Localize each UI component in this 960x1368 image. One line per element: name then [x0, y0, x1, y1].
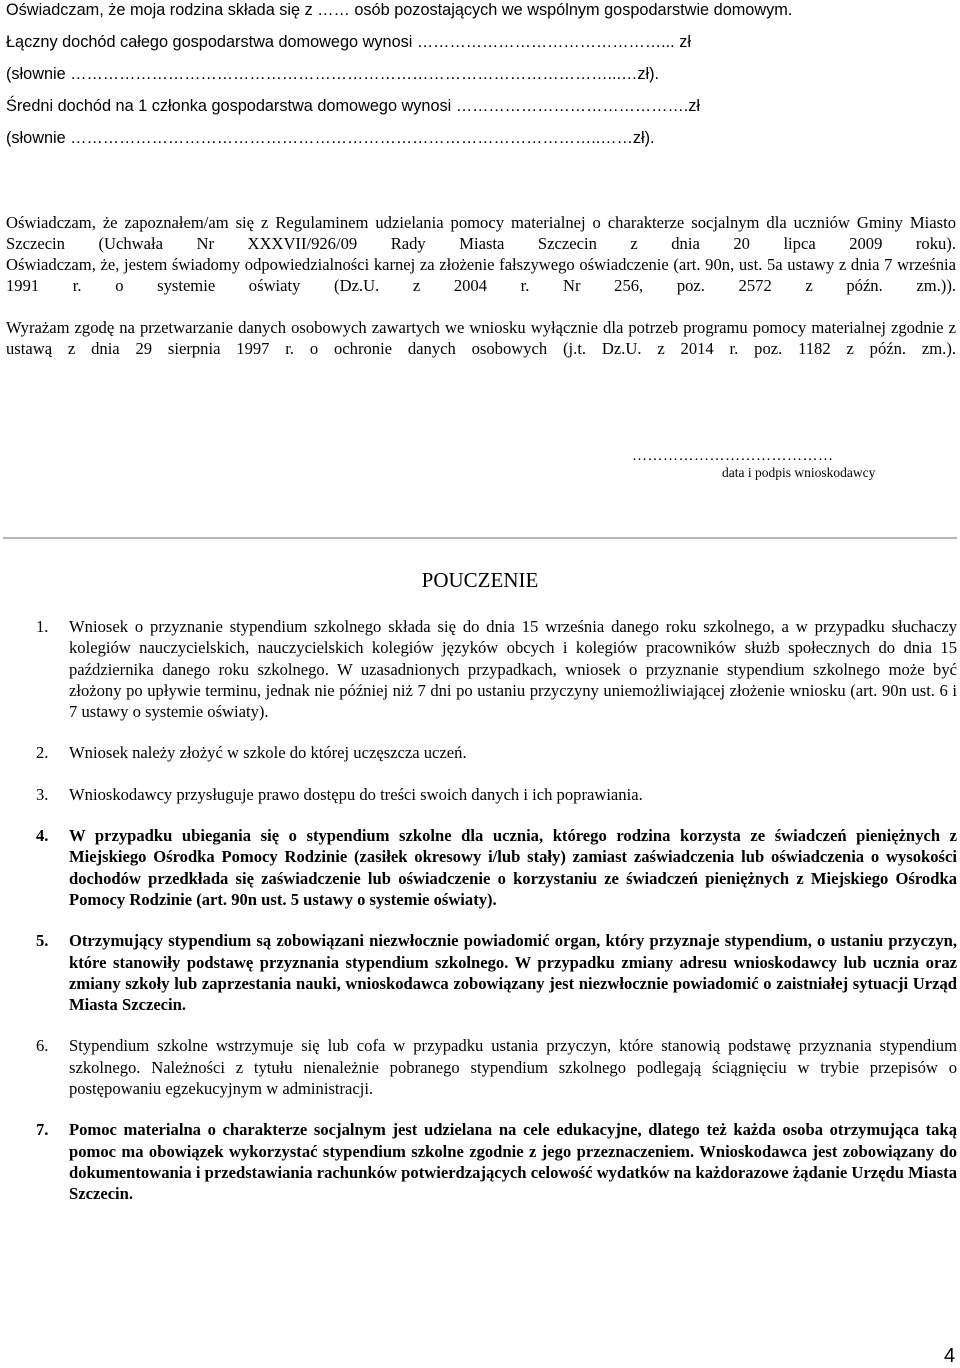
household-size-line: Oświadczam, że moja rodzina składa się z …… osób pozostających we wspólnym gospodarstwie domowym. [6, 1, 793, 19]
instruction-item [0, 1035, 960, 1099]
instruction-text: W przypadku ubiegania się o stypendium szkolne dla ucznia, którego rodzina korzysta ze świadczeń pieniężnych z Miejskiego Ośrodka Pomocy Rodzinie (zasiłek okresowy i/lub stały) zamiast zaświadczenia lub oświadczenia o wysokości dochodów przedkłada się zaświadczenie lub oświadczenie o korzystaniu ze świadczeń pieniężnych z Miejskiego Ośrodka Pomocy Rodzinie (art. 90n ust. 5 ustawy o systemie oświaty). [69, 826, 957, 909]
instruction-text: Wniosek o przyznanie stypendium szkolnego składa się do dnia 15 września danego roku szkolnego, a w przypadku słuchaczy kolegiów nauczycielskich, nauczycielskich kolegiów języków obcych i kolegiów pracowników służb społecznych do dnia 15 października danego roku szkolnego. W uzasadnionych przypadkach, wniosek o przyznanie stypendium szkolnego może być złożony po upływie terminu, jednak nie później niż 7 dni po ustaniu przyczyny uniemożliwiającej złożenie wniosku (art. 90n ust. 6 i 7 ustawy o systemie oświaty). [69, 617, 957, 722]
instruction-number: 6. [36, 1036, 49, 1056]
instruction-item [0, 784, 960, 805]
instruction-item [0, 742, 960, 763]
instruction-item [0, 825, 960, 910]
data-processing-consent: Wyrażam zgodę na przetwarzanie danych osobowych zawartych we wniosku wyłącznie dla potrzeb programu pomocy materialnej zgodnie z ustawą z dnia 29 sierpnia 1997 r. o ochronie danych osobowych (j.t. Dz.U. z 2014 r. poz. 1182 z późn. zm.). [6, 318, 956, 358]
instruction-number: 5. [36, 931, 49, 951]
instruction-item [0, 616, 960, 722]
instruction-text: Wnioskodawcy przysługuje prawo dostępu do treści swoich danych i ich poprawiania. [69, 784, 643, 804]
instruction-number: 3. [36, 784, 49, 804]
signature-label: data i podpis wnioskodawcy [722, 465, 876, 480]
total-income-line: Łączny dochód całego gospodarstwa domowego wynosi ………………………………………... zł [6, 33, 691, 51]
average-income-line: Średni dochód na 1 członka gospodarstwa domowego wynosi …………………………………….zł [6, 97, 701, 115]
instruction-text: Wniosek należy złożyć w szkole do której uczęszcza uczeń. [69, 743, 467, 763]
page-number: 4 [944, 1345, 956, 1367]
section-divider [3, 537, 957, 539]
instruction-item [0, 930, 960, 1015]
instructions-heading: POUCZENIE [421, 568, 539, 592]
instructions-list [0, 616, 960, 1225]
total-income-words-line: (słownie ………………………………………………………………………………………...…zł). [6, 65, 660, 83]
instruction-number: 2. [36, 743, 49, 763]
instruction-item [0, 1119, 960, 1204]
instruction-text: Otrzymujący stypendium są zobowiązani niezwłocznie powiadomić organ, który przyznaje stypendium, o ustaniu przyczyn, które stanowiły podstawę przyznania stypendium szkolnego. W przypadku zmiany adresu wnioskodawcy lub ucznia oraz zmiany szkoły lub zaprzestania nauki, wnioskodawca zobowiązany jest niezwłocznie powiadomić o zaistniałej sytuacji Urząd Miasta Szczecin. [69, 931, 957, 1015]
instruction-number: 1. [36, 617, 49, 636]
instruction-number: 7. [36, 1120, 49, 1140]
instruction-text: Stypendium szkolne wstrzymuje się lub cofa w przypadku ustania przyczyn, które stanowią podstawę przyznania stypendium szkolnego. Należności z tytułu nienależnie pobranego stypendium szkolnego podlegają ściągnięciu w trybie przepisów o postępowaniu egzekucyjnym w administracji. [69, 1036, 957, 1099]
instruction-text: Pomoc materialna o charakterze socjalnym jest udzielana na cele edukacyjne, dlatego też każda osoba otrzymująca taką pomoc ma obowiązek wykorzystać stypendium szkolne zgodnie z jego przeznaczeniem. Wnioskodawca jest zobowiązany do dokumentowania i przedstawiania rachunków potwierdzających celowość wydatków na każdorazowe żądanie Urzędu Miasta Szczecin. [69, 1120, 957, 1204]
average-income-words-line: (słownie ……………………………………………………………………………………..……zł). [6, 129, 655, 147]
regulations-statement: Oświadczam, że zapoznałem/am się z Regulaminem udzielania pomocy materialnej o charakterze socjalnym dla uczniów Gminy Miasto Szczecin (Uchwała Nr XXXVII/926/09 Rady Miasta Szczecin z dnia 20 lipca 2009 roku). [6, 213, 956, 253]
liability-statement: Oświadczam, że, jestem świadomy odpowiedzialności karnej za złożenie fałszywego oświadczenie (art. 90n, ust. 5a ustawy z dnia 7 września 1991 r. o systemie oświaty (Dz.U. z 2004 r. Nr 256, poz. 2572 z późn. zm.)). [6, 255, 956, 295]
instruction-number: 4. [36, 826, 49, 846]
signature-line: ………………………………… [632, 448, 834, 464]
